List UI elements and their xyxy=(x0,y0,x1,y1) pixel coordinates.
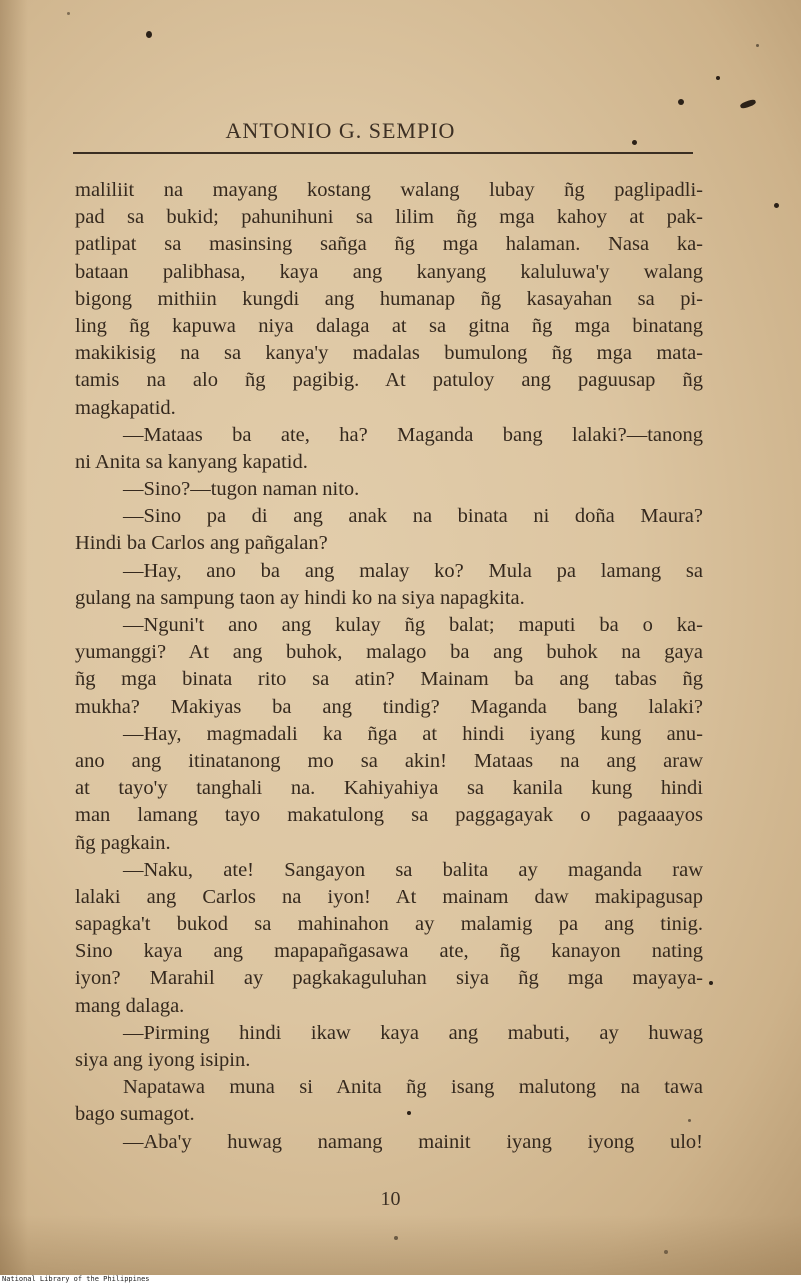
ink-speck xyxy=(756,44,759,47)
page-edge-shadow xyxy=(0,0,28,1275)
text-line: yumanggi? At ang buhok, malago ba ang buhok na gaya xyxy=(75,641,703,664)
ink-speck xyxy=(709,981,713,985)
text-line: mang dalaga. xyxy=(75,994,185,1017)
ink-speck xyxy=(739,98,756,109)
text-line: bago sumagot. xyxy=(75,1103,195,1126)
text-line: pad sa bukid; pahunihuni sa lilim ñg mga kahoy at pak- xyxy=(75,206,703,229)
text-line: ni Anita sa kanyang kapatid. xyxy=(75,450,308,473)
text-line: Sino kaya ang mapapañgasawa ate, ñg kanayon nating xyxy=(75,940,703,963)
text-line: —Sino?—tugon naman nito. xyxy=(123,478,360,501)
ink-speck xyxy=(664,1250,668,1254)
text-line: —Nguni't ano ang kulay ñg balat; maputi ba o ka- xyxy=(123,614,703,636)
text-line: lalaki ang Carlos na iyon! At mainam daw makipagusap xyxy=(75,885,703,908)
text-line: bigong mithiin kungdi ang humanap ñg kasayahan sa pi- xyxy=(75,287,703,310)
running-head-text: ANTONIO G. SEMPIO xyxy=(225,118,456,143)
text-line: makikisig na sa kanya'y madalas bumulong ñg mga mata- xyxy=(75,342,703,365)
ink-speck xyxy=(716,76,720,80)
text-line: —Mataas ba ate, ha? Maganda bang lalaki?—tanong xyxy=(123,423,703,446)
ink-speck xyxy=(146,31,152,38)
text-line: siya ang iyong isipin. xyxy=(75,1049,251,1071)
header-rule xyxy=(73,152,693,154)
ink-speck xyxy=(67,12,70,15)
text-line: magkapatid. xyxy=(75,396,176,419)
text-line: ñg mga binata rito sa atin? Mainam ba ang tabas ñg xyxy=(75,668,703,691)
text-line: gulang na sampung taon ay hindi ko na siya napagkita. xyxy=(75,586,525,609)
text-line: —Sino pa di ang anak na binata ni doña Maura? xyxy=(123,505,703,528)
ink-speck xyxy=(774,203,779,208)
text-line: iyon? Marahil ay pagkakaguluhan siya ñg mga mayaya- xyxy=(75,967,703,990)
page-number xyxy=(0,1188,801,1211)
text-line: maliliit na mayang kostang walang lubay ñg paglipadli- xyxy=(75,179,703,201)
text-line: —Pirming hindi ikaw kaya ang mabuti, ay huwag xyxy=(123,1021,703,1044)
text-line: patlipat sa masinsing sañga ñg mga halaman. Nasa ka- xyxy=(75,233,703,256)
page-number-text: 10 xyxy=(380,1188,401,1210)
text-line: Napatawa muna si Anita ñg isang malutong na tawa xyxy=(123,1076,703,1099)
footer-credit: National Library of the Philippines xyxy=(2,1275,150,1283)
text-line: ano ang itinatanong mo sa akin! Mataas na ang araw xyxy=(75,749,703,772)
text-line: Hindi ba Carlos ang pañgalan? xyxy=(75,532,328,555)
text-line: mukha? Makiyas ba ang tindig? Maganda bang lalaki? xyxy=(75,695,703,718)
text-line: man lamang tayo makatulong sa paggagayak o pagaaayos xyxy=(75,804,703,827)
ink-speck xyxy=(394,1236,398,1240)
ink-speck xyxy=(678,99,684,105)
text-line: —Hay, ano ba ang malay ko? Mula pa lamang sa xyxy=(123,559,703,582)
text-line: at tayo'y tanghali na. Kahiyahiya sa kanila kung hindi xyxy=(75,777,703,800)
body-text xyxy=(75,177,703,1156)
page-bottom-shadow xyxy=(0,1215,801,1275)
text-line: —Hay, magmadali ka ñga at hindi iyang kung anu- xyxy=(123,722,703,745)
text-line: ñg pagkain. xyxy=(75,831,171,854)
text-line: bataan palibhasa, kaya ang kanyang kaluluwa'y walang xyxy=(75,260,703,283)
running-head xyxy=(0,118,801,144)
text-line: ling ñg kapuwa niya dalaga at sa gitna ñg mga binatang xyxy=(75,314,703,337)
text-line: sapagka't bukod sa mahinahon ay malamig pa ang tinig. xyxy=(75,913,703,936)
text-line: —Naku, ate! Sangayon sa balita ay maganda raw xyxy=(123,858,703,881)
text-line: tamis na alo ñg pagibig. At patuloy ang paguusap ñg xyxy=(75,369,703,392)
text-line: —Aba'y huwag namang mainit iyang iyong ulo! xyxy=(123,1130,703,1153)
